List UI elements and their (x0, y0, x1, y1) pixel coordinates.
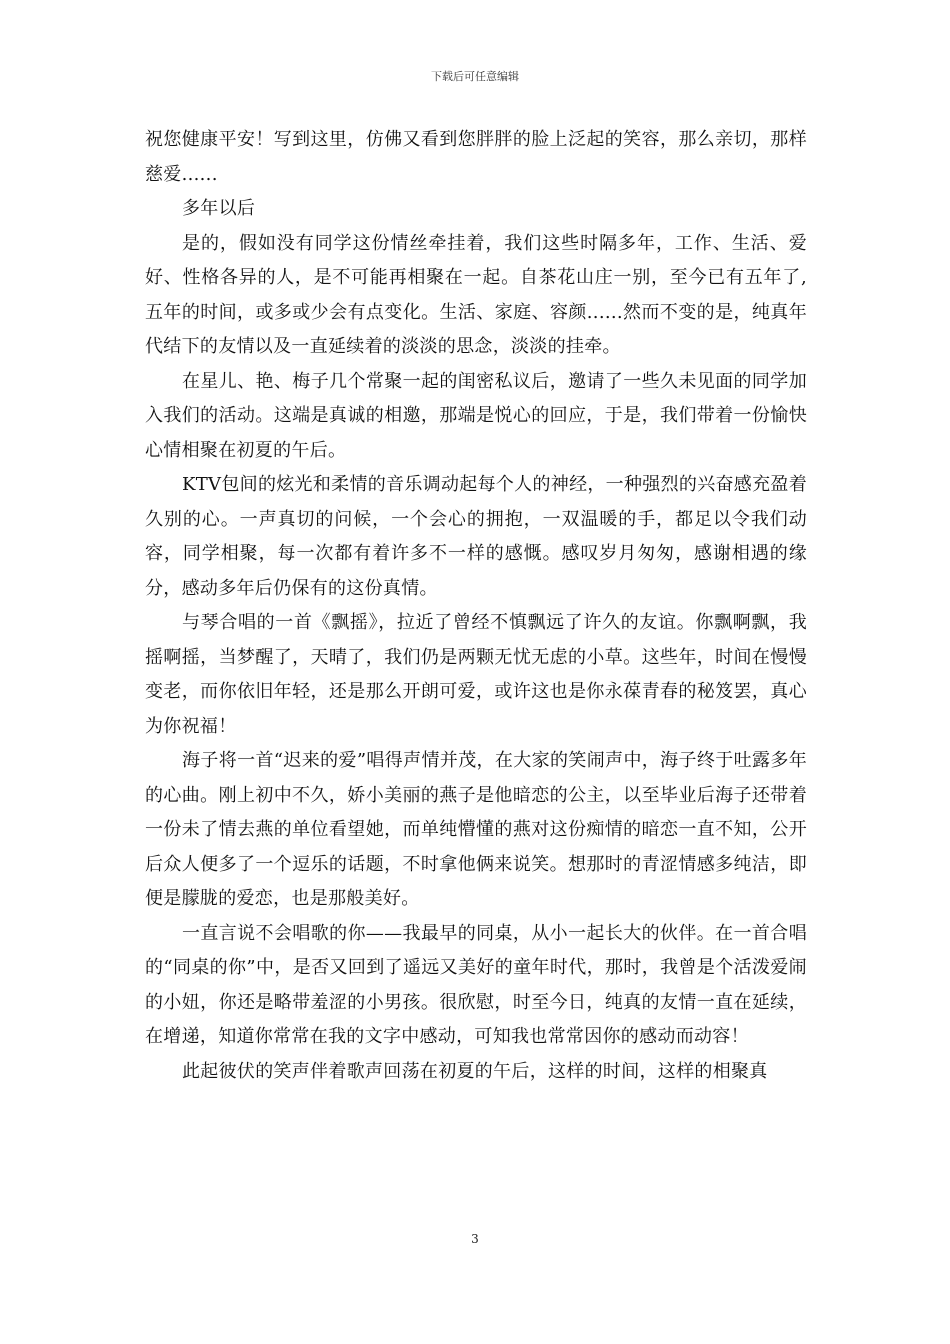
paragraph: 是的，假如没有同学这份情丝牵挂着，我们这些时隔多年，工作、生活、爱好、性格各异的人，是不可能再相聚在一起。自茶花山庄一别，至今已有五年了,五年的时间，或多或少会有点变化。生活、家庭、容颜......然而不变的是，纯真年代结下的友情以及一直延续着的淡淡的思念，淡淡的挂牵。 (145, 232, 807, 357)
paragraph: 在星儿、艳、梅子几个常聚一起的闺密私议后，邀请了一些久未见面的同学加入我们的活动。这端是真诚的相邀，那端是悦心的回应，于是，我们带着一份愉快心情相聚在初夏的午后。 (145, 370, 807, 461)
paragraph: 与琴合唱的一首《飘摇》，拉近了曾经不慎飘远了许久的友谊。你飘啊飘，我摇啊摇，当梦醒了，天晴了，我们仍是两颗无忧无虑的小草。这些年，时间在慢慢变老，而你依旧年轻，还是那么开朗可爱，或许这也是你永葆青春的秘笈罢，真心为你祝福！ (145, 612, 807, 737)
paragraph: 一直言说不会唱歌的你——我最早的同桌，从小一起长大的伙伴。在一首合唱的“同桌的你”中，是否又回到了遥远又美好的童年时代，那时，我曾是个活泼爱闹的小妞，你还是略带羞涩的小男孩。很欣慰，时至今日，纯真的友情一直在延续，在增递，知道你常常在我的文字中感动，可知我也常常因你的感动而动容！ (145, 922, 807, 1047)
paragraph: 此起彼伏的笑声伴着歌声回荡在初夏的午后，这样的时间，这样的相聚真 (182, 1060, 768, 1082)
document-body (145, 123, 807, 1089)
page-header: 下载后可任意编辑 (431, 70, 519, 83)
paragraph: 海子将一首“迟来的爱”唱得声情并茂，在大家的笑闹声中，海子终于吐露多年的心曲。刚上初中不久，娇小美丽的燕子是他暗恋的公主，以至毕业后海子还带着一份未了情去燕的单位看望她，而单纯懵懂的燕对这份痴情的暗恋一直不知，公开后众人便多了一个逗乐的话题，不时拿他俩来说笑。想那时的青涩情感多纯洁，即便是朦胧的爱恋，也是那般美好。 (145, 750, 807, 909)
page-number: 3 (471, 1232, 479, 1246)
paragraph: KTV包间的炫光和柔情的音乐调动起每个人的神经，一种强烈的兴奋感充盈着久别的心。一声真切的问候，一个会心的拥抱，一双温暖的手，都足以令我们动容，同学相聚，每一次都有着许多不一样的感慨。感叹岁月匆匆，感谢相遇的缘分，感动多年后仍保有的这份真情。 (145, 474, 807, 599)
section-heading: 多年以后 (182, 198, 256, 219)
paragraph-continued: 祝您健康平安！写到这里，仿佛又看到您胖胖的脸上泛起的笑容，那么亲切，那样慈爱...... (145, 129, 807, 185)
